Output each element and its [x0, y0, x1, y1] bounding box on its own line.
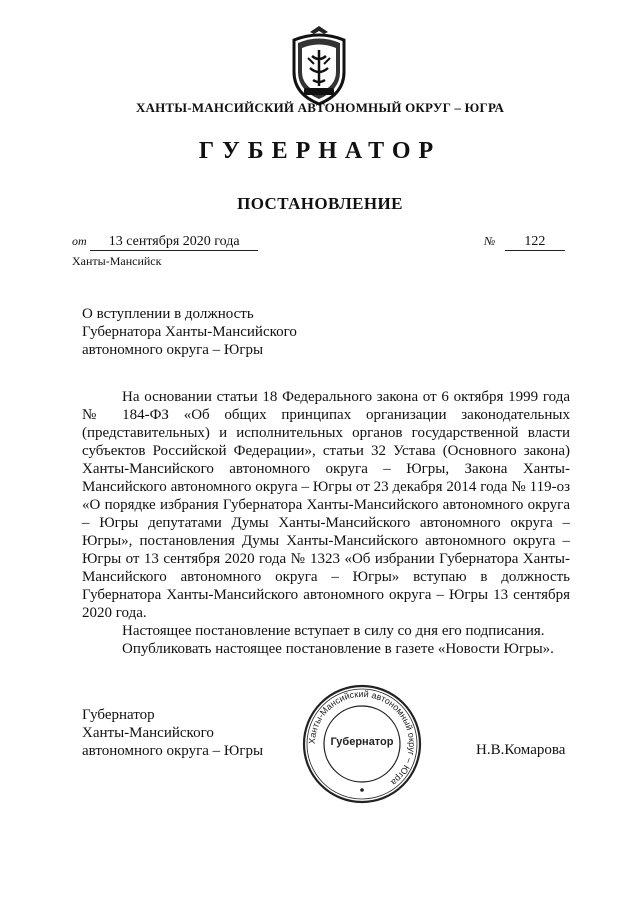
- document-type: ПОСТАНОВЛЕНИЕ: [237, 194, 403, 213]
- issue-city: Ханты-Мансийск: [72, 254, 162, 268]
- signatory-title: [82, 706, 263, 760]
- signatory-title-line: Губернатор: [82, 707, 155, 723]
- number-prefix: №: [484, 234, 496, 248]
- signatory-title-line: Ханты-Мансийского: [82, 725, 214, 741]
- document-date: 13 сентября 2020 года: [90, 234, 258, 251]
- coat-of-arms-icon: [284, 22, 354, 108]
- body-paragraph: Опубликовать настоящее постановление в газете «Новости Югры».: [122, 641, 554, 657]
- signatory-title-line: автономного округа – Югры: [82, 743, 264, 759]
- region-title: ХАНТЫ-МАНСИЙСКИЙ АВТОНОМНЫЙ ОКРУГ – ЮГРА: [135, 100, 505, 115]
- stamp-center-text: Губернатор: [330, 736, 394, 748]
- date-line: [72, 234, 258, 251]
- body-paragraph: Настоящее постановление вступает в силу со дня его подписания.: [122, 623, 545, 639]
- subject-line: Губернатора Ханты-Мансийского: [82, 324, 297, 340]
- document-subject: [82, 305, 342, 359]
- stamp-ring-text: Ханты-Мансийский автономный округ – Югра: [306, 688, 418, 788]
- number-line: [484, 234, 565, 251]
- subject-line: О вступлении в должность: [82, 306, 254, 322]
- subject-line: автономного округа – Югры: [82, 342, 264, 358]
- document-body: [82, 388, 570, 658]
- date-prefix: от: [72, 234, 87, 248]
- authority-title: ГУБЕРНАТОР: [198, 138, 442, 164]
- signatory-name: Н.В.Комарова: [476, 742, 566, 758]
- document-number: 122: [505, 234, 565, 251]
- body-paragraph: На основании статьи 18 Федерального закона от 6 октября 1999 года № 184-ФЗ «Об общих принципах организации законодательных (представительных) и исполнительных органов государственной власти субъектов Российской Федерации», статьи 32 Устава (Основного закона) Ханты-Мансийского автономного округа – Югры, Закона Ханты-Мансийского автономного округа – Югры от 23 декабря 2014 года № 119-оз «О порядке избрания Губернатора Ханты-Мансийского автономного округа – Югры депутатами Думы Ханты-Мансийского автономного округа – Югры», постановления Думы Ханты-Мансийского автономного округа – Югры от 13 сентября 2020 года № 1323 «Об избрании Губернатора Ханты-Мансийского автономного округа – Югры» вступаю в должность Губернатора Ханты-Мансийского автономного округа – Югры 13 сентября 2020 года.: [82, 389, 570, 621]
